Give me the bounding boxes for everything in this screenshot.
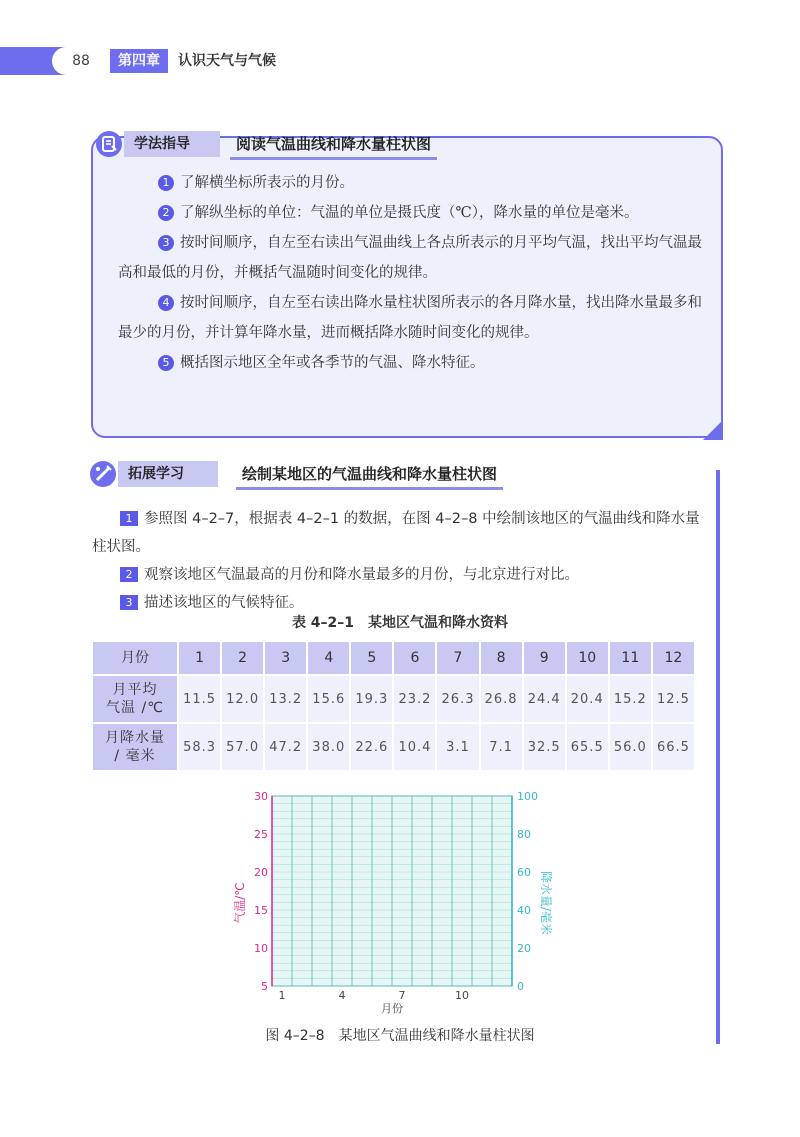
month-cell: 1 [178, 641, 221, 675]
temp-cell: 20.4 [566, 675, 609, 723]
precip-cell: 3.1 [436, 723, 479, 771]
x-tick-label: 7 [398, 989, 406, 1002]
chapter-label: 第四章 [110, 49, 168, 73]
chapter-title: 认识天气与气候 [178, 53, 276, 69]
expand-learning-label: 拓展学习 [118, 461, 218, 487]
climate-data-table [91, 640, 696, 772]
right-tick-label: 0 [517, 980, 524, 993]
temp-cell: 23.2 [393, 675, 436, 723]
expand-learning-title: 绘制某地区的气温曲线和降水量柱状图 [236, 461, 503, 490]
study-guide-title: 阅读气温曲线和降水量柱状图 [230, 131, 437, 160]
right-tick-label: 20 [517, 942, 531, 955]
right-tick-label: 60 [517, 866, 531, 879]
temp-cell: 11.5 [178, 675, 221, 723]
x-tick-label: 10 [455, 989, 469, 1002]
page-header [0, 47, 800, 75]
month-cell: 7 [436, 641, 479, 675]
table-row [92, 723, 695, 771]
precip-cell: 58.3 [178, 723, 221, 771]
list-item: 2 观察该地区气温最高的月份和降水量最多的月份，与北京进行对比。 [92, 561, 702, 589]
temp-cell: 26.3 [436, 675, 479, 723]
precip-row-header: 月降水量 / 毫米 [92, 723, 178, 771]
month-cell: 2 [221, 641, 264, 675]
table-header-row [92, 641, 695, 675]
month-cell: 9 [523, 641, 566, 675]
temp-cell: 12.0 [221, 675, 264, 723]
temp-cell: 12.5 [652, 675, 695, 723]
x-tick-label: 1 [278, 989, 286, 1002]
month-cell: 3 [264, 641, 307, 675]
left-tick-label: 30 [254, 790, 268, 803]
temp-row-header: 月平均 气温 /℃ [92, 675, 178, 723]
expand-learning-list [92, 505, 702, 617]
right-tick-label: 40 [517, 904, 531, 917]
right-tick-label: 80 [517, 828, 531, 841]
left-tick-label: 25 [254, 828, 268, 841]
precip-cell: 32.5 [523, 723, 566, 771]
precip-cell: 47.2 [264, 723, 307, 771]
temp-cell: 13.2 [264, 675, 307, 723]
temp-cell: 26.8 [480, 675, 523, 723]
month-cell: 8 [480, 641, 523, 675]
left-tick-label: 10 [254, 942, 268, 955]
x-tick-label: 4 [338, 989, 346, 1002]
temp-cell: 19.3 [350, 675, 393, 723]
precip-cell: 66.5 [652, 723, 695, 771]
left-tick-label: 20 [254, 866, 268, 879]
precip-cell: 10.4 [393, 723, 436, 771]
temp-cell: 15.2 [609, 675, 652, 723]
climate-chart [220, 788, 553, 1023]
study-guide-list [118, 168, 703, 378]
precip-cell: 65.5 [566, 723, 609, 771]
x-axis-label: 月份 [381, 1002, 403, 1015]
table-caption: 表 4–2–1 某地区气温和降水资料 [291, 615, 509, 631]
temp-cell: 15.6 [307, 675, 350, 723]
month-cell: 4 [307, 641, 350, 675]
month-cell: 11 [609, 641, 652, 675]
table-row [92, 675, 695, 723]
left-tick-label: 15 [254, 904, 268, 917]
month-cell: 10 [566, 641, 609, 675]
list-item: 4 按时间顺序，自左至右读出降水量柱状图所表示的各月降水量，找出降水量最多和最少的月份，并计算年降水量，进而概括降水随时间变化的规律。 [118, 295, 702, 341]
list-item: 2 了解纵坐标的单位：气温的单位是摄氏度（℃），降水量的单位是毫米。 [118, 198, 703, 228]
precip-cell: 56.0 [609, 723, 652, 771]
left-axis-label: 气温/℃ [233, 882, 247, 924]
right-axis-label: 降水量/毫米 [539, 870, 553, 936]
figure-caption: 图 4–2–8 某地区气温曲线和降水量柱状图 [265, 1028, 535, 1044]
month-cell: 5 [350, 641, 393, 675]
precip-cell: 22.6 [350, 723, 393, 771]
list-item: 5 概括图示地区全年或各季节的气温、降水特征。 [118, 348, 703, 378]
left-tick-label: 5 [261, 980, 268, 993]
study-guide-icon [96, 131, 122, 157]
study-guide-label: 学法指导 [124, 131, 220, 157]
list-item: 1 参照图 4–2–7，根据表 4–2–1 的数据，在图 4–2–8 中绘制该地区的气温曲线和降水量柱状图。 [92, 511, 700, 555]
month-cell: 12 [652, 641, 695, 675]
precip-cell: 57.0 [221, 723, 264, 771]
list-item: 3 描述该地区的气候特征。 [92, 589, 702, 617]
precip-cell: 38.0 [307, 723, 350, 771]
right-tick-label: 100 [517, 790, 538, 803]
precip-cell: 7.1 [480, 723, 523, 771]
page-number: 88 [52, 47, 110, 75]
list-item: 1 了解横坐标所表示的月份。 [118, 168, 703, 198]
temp-cell: 24.4 [523, 675, 566, 723]
list-item: 3 按时间顺序，自左至右读出气温曲线上各点所表示的月平均气温，找出平均气温最高和最低的月份，并概括气温随时间变化的规律。 [118, 235, 702, 281]
expand-learning-icon [90, 461, 116, 487]
section-border-line [716, 470, 720, 1044]
month-cell: 6 [393, 641, 436, 675]
month-header-cell: 月份 [92, 641, 178, 675]
page-fold-corner [703, 420, 723, 440]
